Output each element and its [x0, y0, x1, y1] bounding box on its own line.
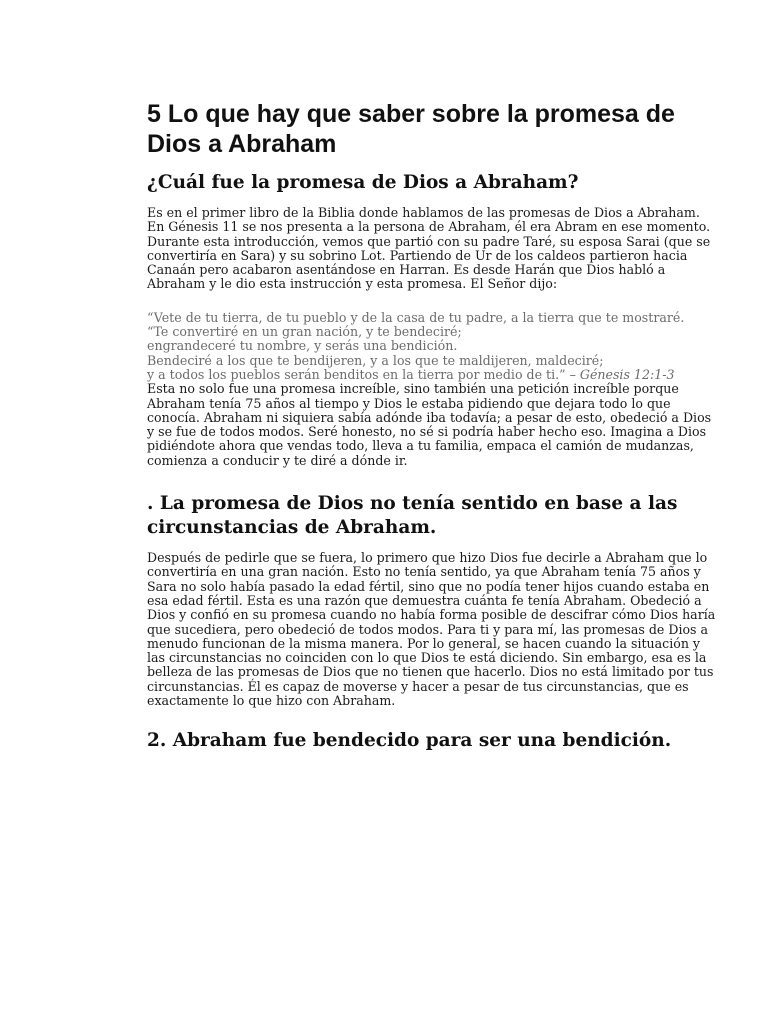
document-page: [147, 99, 717, 764]
section-heading-blessing: 2. Abraham fue bendecido para ser una bendición.: [147, 730, 672, 752]
quote-line: Bendeciré a los que te bendijeren, y a los que te maldijeren, maldeciré;: [147, 352, 604, 368]
quote-line: “Te convertiré en un gran nación, y te bendeciré;: [147, 324, 462, 340]
reflection-paragraph: Esta no solo fue una promesa increíble, sino también una petición increíble porque Abraham tenía 75 años al tiempo y Dios le estaba pidiendo que dejara todo lo que conocía. Abraham ni siquiera sabía adónde iba todavía; a pesar de esto, obedeció a Dios y se fue de todos modos. Seré honesto, no sé si podría haber hecho eso. Imagina a Dios pidiéndote ahora que vendas todo, lleva a tu familia, empaca el camión de mudanzas, comienza a conducir y te diré a dónde ir.: [147, 381, 712, 468]
quote-line: engrandeceré tu nombre, y serás una bendición.: [147, 338, 458, 354]
page-title: 5 Lo que hay que saber sobre la promesa de Dios a Abraham: [147, 100, 675, 158]
quote-line: y a todos los pueblos serán benditos en la tierra por medio de ti.”: [147, 366, 566, 382]
scripture-quote: [147, 311, 717, 382]
quote-line-last: [147, 368, 717, 382]
quote-line: “Vete de tu tierra, de tu pueblo y de la casa de tu padre, a la tierra que te mostraré.: [147, 309, 685, 325]
quote-citation: – Génesis 12:1-3: [565, 366, 675, 382]
section-heading-promise: ¿Cuál fue la promesa de Dios a Abraham?: [147, 172, 579, 193]
intro-paragraph: Es en el primer libro de la Biblia donde hablamos de las promesas de Dios a Abraham. En Génesis 11 se nos presenta a la persona de Abraham, él era Abram en ese momento. Durante esta introducción, vemos que partió con su padre Taré, su esposa Sarai (que se convertiría en Sara) y su sobrino Lot. Partiendo de Ur de los caldeos partieron hacia Canaán pero acabaron asentándose en Harran. Es desde Harán que Dios habló a Abraham y le dio esta instrucción y esta promesa. El Señor dijo:: [147, 205, 711, 292]
section-heading-circumstances: . La promesa de Dios no tenía sentido en base a las circunstancias de Abraham.: [147, 493, 678, 539]
circumstances-paragraph: Después de pedirle que se fuera, lo primero que hizo Dios fue decirle a Abraham que lo convertiría en una gran nación. Esto no tenía sentido, ya que Abraham tenía 75 años y Sara no solo había pasado la edad fértil, sino que no podía tener hijos cuando estaba en esa edad fértil. Esta es una razón que demuestra cuánta fe tenía Abraham. Obedeció a Dios y confió en su promesa cuando no había forma posible de descifrar cómo Dios haría que sucediera, pero obedeció de todos modos. Para ti y para mí, las promesas de Dios a menudo funcionan de la misma manera. Por lo general, se hacen cuando la situación y las circunstancias no coinciden con lo que Dios te está diciendo. Sin embargo, esa es la belleza de las promesas de Dios que no tienen que hacerlo. Dios no está limitado por tus circunstancias. Él es capaz de moverse y hacer a pesar de tus circunstancias, que es exactamente lo que hizo con Abraham.: [147, 550, 716, 709]
